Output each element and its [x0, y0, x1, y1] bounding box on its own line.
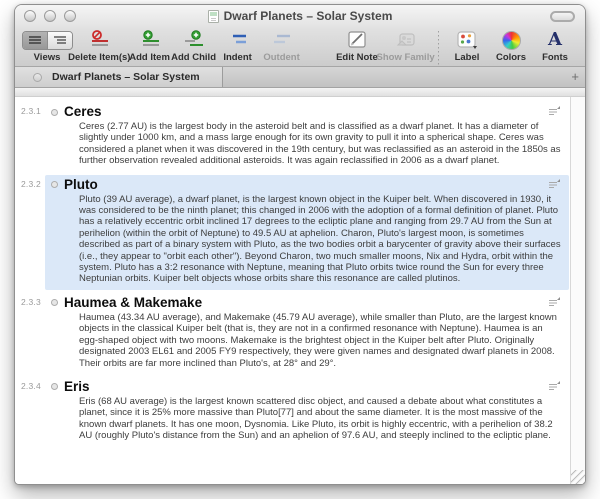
toolbar-item-label: Add Item	[129, 52, 170, 63]
toolbar-item-label: Colors	[495, 52, 527, 63]
row-title: Eris	[64, 378, 90, 394]
row-number: 2.3.3	[21, 296, 41, 307]
note-icon[interactable]	[548, 106, 561, 116]
tab-bar	[15, 67, 585, 88]
add-child-button[interactable]	[171, 29, 216, 63]
row-title: Haumea & Makemake	[64, 294, 203, 310]
views-segmented-icon[interactable]	[22, 31, 73, 50]
fonts-icon: A	[548, 29, 562, 50]
toolbar-item-label: Delete Item(s)	[68, 52, 131, 63]
row-body: Eris (68 AU average) is the largest known scattered disc object, and caused a debate about what constitutes a planet, since it is 25% more massive than Pluto[77] and about the same diameter. It is the most massive of the known dwarf planets. It has one moon, Dysnomia. Like Pluto, its orbit is highly eccentric, with a perihelion of 38.2 AU (roughly Pluto's distance from the Sun) and an aphelion of 97.6 AU, and steeply inclined to the ecliptic plane.	[79, 395, 553, 442]
row-title: Pluto	[64, 176, 98, 192]
outline-row-main[interactable]	[45, 293, 569, 374]
close-window-button[interactable]	[24, 10, 36, 22]
outdent-button[interactable]	[265, 29, 299, 63]
zoom-window-button[interactable]	[64, 10, 76, 22]
tab-dwarf-planets[interactable]	[15, 67, 223, 87]
delete-item-button[interactable]	[68, 29, 131, 63]
toolbar-item-label: Views	[33, 52, 61, 63]
color-wheel-icon	[502, 31, 521, 50]
tab-label: Dwarf Planets – Solar System	[52, 71, 200, 83]
outline-row-eris[interactable]	[15, 377, 585, 447]
edit-note-icon	[346, 30, 368, 50]
fonts-button[interactable]	[538, 29, 572, 63]
list-view-icon[interactable]	[23, 32, 47, 49]
row-bullet-icon[interactable]	[51, 109, 58, 116]
label-icon	[455, 30, 479, 50]
app-window	[14, 4, 586, 485]
row-number: 2.3.4	[21, 380, 41, 391]
row-bullet-icon[interactable]	[51, 383, 58, 390]
note-icon[interactable]	[548, 297, 561, 307]
toolbar-item-label: Show Family	[376, 52, 435, 63]
toolbar-item-label: Indent	[223, 52, 252, 63]
document-icon	[208, 10, 219, 23]
outline-row-pluto[interactable]	[15, 175, 585, 290]
add-item-icon	[138, 30, 162, 50]
outline-row-haumea-makemake[interactable]	[15, 293, 585, 374]
outline-row-ceres[interactable]	[15, 102, 585, 172]
show-family-button[interactable]	[376, 29, 435, 63]
outline-view-icon[interactable]	[47, 32, 72, 49]
title-bar	[15, 5, 585, 27]
tab-close-icon[interactable]	[33, 73, 42, 82]
show-family-icon	[394, 30, 418, 50]
row-number: 2.3.1	[21, 106, 41, 116]
views-control[interactable]	[28, 29, 66, 63]
column-header-strip	[15, 88, 585, 97]
outdent-icon	[271, 30, 293, 50]
toolbar-separator	[438, 31, 439, 65]
resize-grip[interactable]	[571, 470, 585, 484]
outline-row-main[interactable]	[45, 377, 569, 447]
delete-item-icon	[87, 30, 111, 50]
edit-note-button[interactable]	[336, 29, 378, 63]
row-body: Haumea (43.34 AU average), and Makemake (45.79 AU average), while smaller than Pluto, are the largest known objects in the classical Kuiper belt (that is, they are not in a confirmed resonance with Neptune). Haumea is an egg-shaped object with two moons. Makemake is the brightest object in the Kuiper belt after Pluto. Originally designated 2003 EL61 and 2005 FY9 respectively, they were given names and designated dwarf planets in 2008. Their orbits are far more inclined than Pluto's, at 28° and 29°.	[79, 311, 557, 369]
toolbar-item-label: Add Child	[171, 52, 216, 63]
row-bullet-icon[interactable]	[51, 181, 58, 188]
toolbar-item-label: Label	[454, 52, 480, 63]
row-body: Ceres (2.77 AU) is the largest body in the asteroid belt and is classified as a dwarf planet. It has a diameter of slightly under 1000 km, and a mass large enough for its own gravity to pull it into a spherical shape. Ceres was considered a planet when it was discovered in the 19th century, but was reclassified as an asteroid in the 1850s as further observation revealed additional asteroids. It was again reclassified in 2006 as a dwarf planet.	[79, 121, 561, 167]
colors-button[interactable]	[494, 29, 528, 63]
new-tab-button[interactable]: +	[571, 69, 579, 84]
row-number: 2.3.2	[21, 178, 41, 189]
outline-rows	[15, 102, 585, 447]
vertical-scrollbar[interactable]	[570, 97, 585, 484]
outline-row-main[interactable]	[45, 102, 569, 172]
add-child-icon	[182, 30, 206, 50]
toolbar-item-label: Outdent	[263, 52, 300, 63]
minimize-window-button[interactable]	[44, 10, 56, 22]
indent-button[interactable]	[221, 29, 255, 63]
toolbar-item-label: Fonts	[542, 52, 568, 63]
row-title: Ceres	[64, 104, 102, 119]
note-icon[interactable]	[548, 179, 561, 189]
outline-content	[15, 97, 585, 484]
note-icon[interactable]	[548, 381, 561, 391]
row-bullet-icon[interactable]	[51, 299, 58, 306]
toolbar-toggle-pill-button[interactable]	[550, 11, 575, 22]
row-body: Pluto (39 AU average), a dwarf planet, is the largest known object in the Kuiper belt. When discovered in 1930, it was considered to be the ninth planet; this changed in 2006 with the adoption of a formal definition of planet. Pluto has a relatively eccentric orbit inclined 17 degrees to the ecliptic plane and ranging from 29.7 AU from the Sun at perihelion (within the orbit of Neptune) to 49.5 AU at aphelion. Charon, Pluto's largest moon, is sometimes described as part of a binary system with Pluto, as the two bodies orbit a barycenter of gravity above their surfaces (i.e., they appear to "orbit each other"). Beyond Charon, two much smaller moons, Nix and Hydra, orbit within the system. Pluto has a 3:2 resonance with Neptune, meaning that Pluto orbits twice round the Sun for every three Neptunian orbits. Kuiper belt objects whose orbits share this resonance are called plutinos.	[79, 193, 561, 285]
window-title: Dwarf Planets – Solar System	[223, 9, 393, 23]
toolbar	[15, 27, 585, 67]
outline-row-main[interactable]	[45, 175, 569, 290]
toolbar-item-label: Edit Note	[336, 52, 378, 63]
indent-icon	[227, 30, 249, 50]
label-button[interactable]	[450, 29, 484, 63]
traffic-lights	[24, 10, 76, 22]
add-item-button[interactable]	[129, 29, 170, 63]
